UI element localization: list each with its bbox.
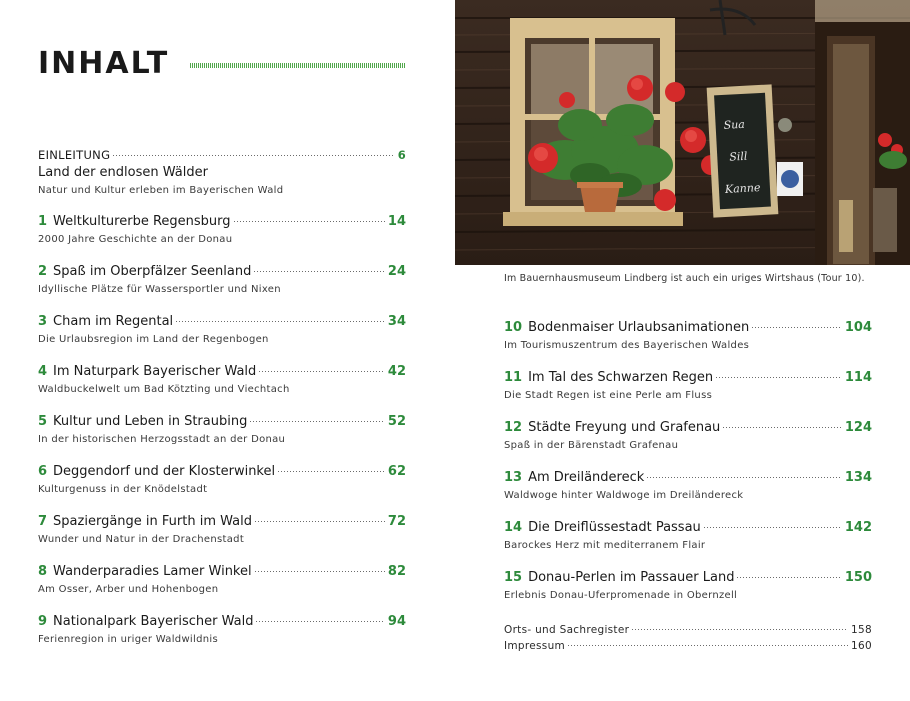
chapter-number: 7 <box>38 514 48 529</box>
toc-entry[interactable] <box>38 412 406 448</box>
chapter-title: Im Tal des Schwarzen Regen <box>528 370 714 385</box>
chapter-number: 11 <box>504 370 523 385</box>
dot-leader <box>250 421 385 422</box>
appendix-page: 158 <box>851 624 872 636</box>
chapter-number: 14 <box>504 520 523 535</box>
chapter-number: 4 <box>38 364 48 379</box>
dot-leader <box>716 377 842 378</box>
chapter-page: 142 <box>844 520 872 535</box>
chapter-subtitle: Spaß in der Bärenstadt Grafenau <box>504 440 679 451</box>
chapter-subtitle: Die Urlaubsregion im Land der Regenbogen <box>38 334 269 345</box>
chapter-number: 15 <box>504 570 523 585</box>
chapter-subtitle: Im Tourismuszentrum des Bayerischen Waldes <box>504 340 750 351</box>
chapter-page: 134 <box>844 470 872 485</box>
chapter-subtitle: Waldwoge hinter Waldwoge im Dreiländereck <box>504 490 744 501</box>
farmhouse-photo <box>455 0 910 265</box>
chapter-subtitle: Barockes Herz mit mediterranem Flair <box>504 540 706 551</box>
chapter-subtitle: In der historischen Herzogsstadt an der Donau <box>38 434 286 445</box>
chapter-subtitle: Am Osser, Arber und Hohenbogen <box>38 584 219 595</box>
chapter-subtitle: Ferienregion in uriger Waldwildnis <box>38 634 218 645</box>
chapter-title: Donau-Perlen im Passauer Land <box>528 570 735 585</box>
intro-kicker: EINLEITUNG <box>38 148 111 162</box>
toc-entry[interactable] <box>38 512 406 548</box>
dot-leader <box>259 371 385 372</box>
chapter-number: 2 <box>38 264 48 279</box>
chapter-subtitle: Wunder und Natur in der Drachenstadt <box>38 534 245 545</box>
toc-entry[interactable] <box>38 212 406 248</box>
chapter-title: Städte Freyung und Grafenau <box>528 420 721 435</box>
dot-leader <box>737 577 841 578</box>
intro-kicker-line <box>38 147 406 163</box>
chapter-page: 34 <box>387 314 406 329</box>
appendix-title: Impressum <box>504 640 566 652</box>
toc-entry[interactable] <box>504 418 872 454</box>
chapter-title: Spaß im Oberpfälzer Seenland <box>53 264 252 279</box>
chapter-page: 52 <box>387 414 406 429</box>
toc-entry[interactable] <box>38 462 406 498</box>
toc-entry[interactable] <box>504 518 872 554</box>
chapter-page: 14 <box>387 214 406 229</box>
dot-leader <box>254 271 385 272</box>
chapter-page: 124 <box>844 420 872 435</box>
dot-leader <box>723 427 842 428</box>
chapter-title: Deggendorf und der Klosterwinkel <box>53 464 276 479</box>
chapter-title: Cham im Regental <box>53 314 174 329</box>
chapter-title: Bodenmaiser Urlaubsanimationen <box>528 320 750 335</box>
toc-entry[interactable] <box>38 312 406 348</box>
chapter-number: 10 <box>504 320 523 335</box>
intro-subtitle: Natur und Kultur erleben im Bayerischen Wald <box>38 185 284 196</box>
chapter-number: 3 <box>38 314 48 329</box>
dot-leader <box>278 471 385 472</box>
chapter-page: 62 <box>387 464 406 479</box>
toc-entry[interactable] <box>504 368 872 404</box>
dot-leader <box>113 155 394 156</box>
toc-entry[interactable] <box>38 362 406 398</box>
chapter-page: 104 <box>844 320 872 335</box>
chapter-subtitle: 2000 Jahre Geschichte an der Donau <box>38 234 233 245</box>
chapter-page: 42 <box>387 364 406 379</box>
chapter-subtitle: Waldbuckelwelt um Bad Kötzting und Viechtach <box>38 384 290 395</box>
chapter-page: 94 <box>387 614 406 629</box>
toc-entry[interactable] <box>38 262 406 298</box>
dot-leader <box>176 321 385 322</box>
appendix-title: Orts- und Sachregister <box>504 624 630 636</box>
toc-left-column <box>38 147 406 648</box>
chapter-subtitle: Erlebnis Donau-Uferpromenade in Obernzell <box>504 590 738 601</box>
toc-right-column <box>504 318 872 654</box>
title-rule <box>190 63 406 68</box>
chapter-number: 5 <box>38 414 48 429</box>
chapter-title: Wanderparadies Lamer Winkel <box>53 564 252 579</box>
dot-leader <box>234 221 385 222</box>
chapter-number: 13 <box>504 470 523 485</box>
chapter-number: 1 <box>38 214 48 229</box>
chapter-title: Nationalpark Bayerischer Wald <box>53 614 254 629</box>
photo-caption: Im Bauernhausmuseum Lindberg ist auch ein uriges Wirtshaus (Tour 10). <box>504 273 865 284</box>
chapter-title: Kultur und Leben in Straubing <box>53 414 248 429</box>
chapter-number: 12 <box>504 420 523 435</box>
farmhouse-window-illustration <box>455 0 910 265</box>
dot-leader <box>704 527 842 528</box>
toc-appendix-impressum[interactable] <box>504 638 872 654</box>
chapter-number: 6 <box>38 464 48 479</box>
chalkboard-line: Sill <box>728 149 748 164</box>
dot-leader <box>255 571 385 572</box>
toc-entry[interactable] <box>38 562 406 598</box>
chapter-title: Die Dreiflüssestadt Passau <box>528 520 701 535</box>
toc-entry[interactable] <box>504 568 872 604</box>
chapter-page: 150 <box>844 570 872 585</box>
dot-leader <box>568 645 848 646</box>
toc-appendix-register[interactable] <box>504 622 872 638</box>
chapter-title: Am Dreiländereck <box>528 470 645 485</box>
chapter-page: 82 <box>387 564 406 579</box>
chapter-number: 8 <box>38 564 48 579</box>
chapter-subtitle: Idyllische Plätze für Wassersportler und Nixen <box>38 284 281 295</box>
chapter-page: 24 <box>387 264 406 279</box>
intro-title: Land der endlosen Wälder <box>38 165 208 180</box>
dot-leader <box>632 629 848 630</box>
chapter-subtitle: Die Stadt Regen ist eine Perle am Fluss <box>504 390 713 401</box>
toc-entry[interactable] <box>504 468 872 504</box>
chapter-number: 9 <box>38 614 48 629</box>
chapter-title: Im Naturpark Bayerischer Wald <box>53 364 257 379</box>
dot-leader <box>255 521 385 522</box>
page-title: INHALT <box>38 46 170 81</box>
intro-page: 6 <box>397 148 406 162</box>
chapter-subtitle: Kulturgenuss in der Knödelstadt <box>38 484 208 495</box>
chapter-page: 72 <box>387 514 406 529</box>
toc-entry[interactable] <box>504 318 872 354</box>
appendix-page: 160 <box>851 640 872 652</box>
chapter-title: Spaziergänge in Furth im Wald <box>53 514 252 529</box>
chalkboard-line: Sua <box>723 117 746 132</box>
dot-leader <box>752 327 842 328</box>
dot-leader <box>647 477 842 478</box>
toc-entry[interactable] <box>38 612 406 648</box>
chapter-page: 114 <box>844 370 872 385</box>
toc-entry-intro[interactable] <box>38 147 406 199</box>
chapter-title: Weltkulturerbe Regensburg <box>53 214 231 229</box>
chalkboard-line: Kanne <box>724 181 761 196</box>
dot-leader <box>256 621 384 622</box>
